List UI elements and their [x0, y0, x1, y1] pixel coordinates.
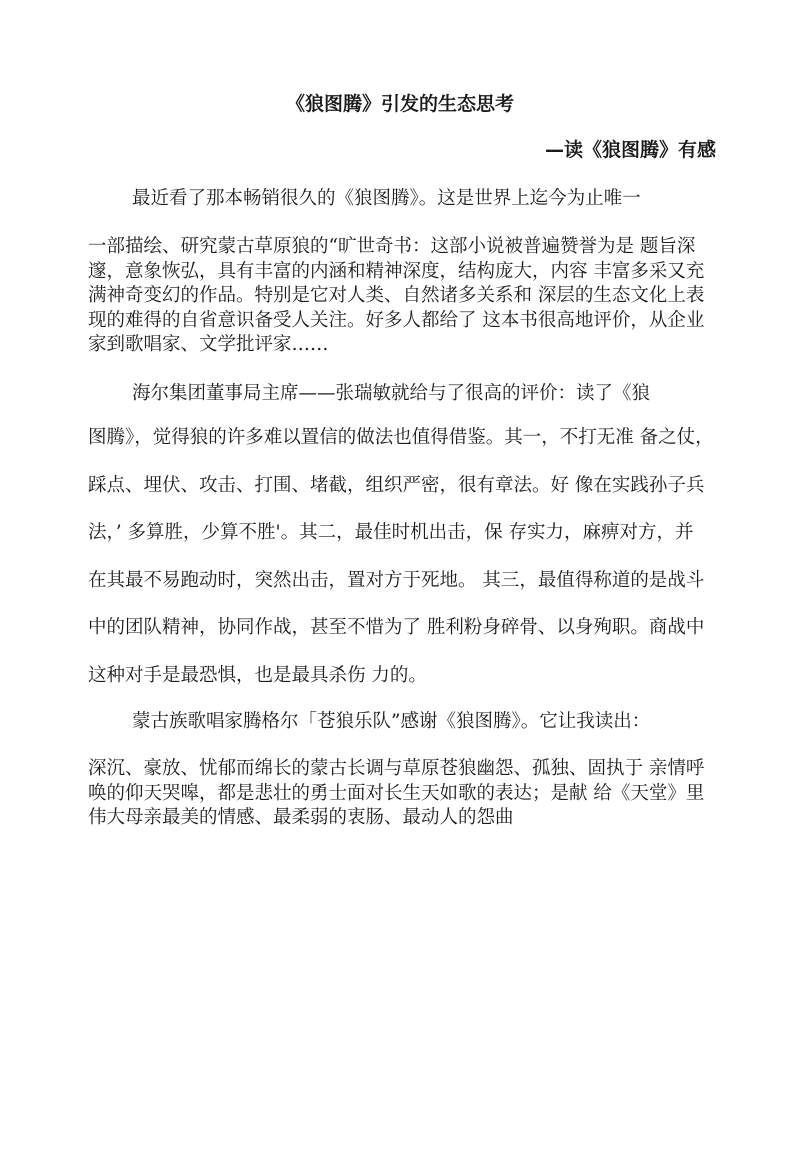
- text-line: 唤的仰天哭嗥，都是悲壮的勇士面对长生天如歌的表达；是献 给《天堂》里: [88, 782, 705, 804]
- paragraph-1-body: [88, 235, 718, 358]
- text-line: 伟大母亲最美的情感、最柔弱的衷肠、最动人的怨曲: [88, 807, 514, 828]
- text-line: 这种对手是最恐惧，也是最具杀伤 力的。: [88, 664, 427, 686]
- paragraph-1-first-line: [132, 187, 722, 212]
- paragraph-2-first-line: [132, 382, 722, 407]
- text-line: 现的难得的自省意识备受人关注。好多人都给了 这本书很高地评价，从企业: [88, 309, 705, 331]
- text-line: 海尔集团董事局主席——张瑞敏就给与了很高的评价：读了《狼: [132, 383, 651, 404]
- text-line: 一部描绘、研究蒙古草原狼的“旷世奇书：这部小说被普遍赞誉为是 题旨深: [88, 236, 696, 257]
- text-line: 踩点、埋伏、攻击、打围、堵截，组织严密，很有章法。好 像在实践孙子兵: [88, 474, 705, 496]
- text-line: 在其最不易跑动时，突然出击，置对方于死地。 其三，最值得称道的是战斗: [88, 569, 705, 591]
- document-subtitle: —读《狼图腾》有感: [544, 139, 716, 161]
- text-line: 法，’ 多算胜，少算不胜'。其二，最佳时机出击，保 存实力，麻痹对方，并: [88, 522, 694, 543]
- text-line: 最近看了那本畅销很久的《狼图腾》。这是世界上迄今为止唯一: [132, 188, 641, 209]
- paragraph-3-first-line: [132, 710, 722, 735]
- text-line: 满神奇变幻的作品。特别是它对人类、自然诸多关系和 深层的生态文化上表: [88, 285, 705, 306]
- text-line: 蒙古族歌唱家腾格尔「苍狼乐队”感谢《狼图腾》。它让我读出：: [132, 711, 651, 732]
- text-line: 图腾》，觉得狼的许多难以置信的做法也值得借鉴。其一，不打无准 备之仗，: [88, 427, 714, 448]
- document-title: 《狼图腾》引发的生态思考: [285, 93, 514, 115]
- paragraph-2-body: [88, 414, 718, 699]
- text-line: 邃，意象恢弘，具有丰富的内涵和精神深度，结构庞大，内容 丰富多采又充: [88, 260, 705, 282]
- text-line: 深沉、豪放、忧郁而绵长的蒙古长调与草原苍狼幽怨、孤独、固执于 亲情呼: [88, 758, 705, 779]
- text-line: 家到歌唱家、文学批评家……: [88, 334, 329, 355]
- text-line: 中的团队精神，协同作战，甚至不惜为了 胜利粉身碎骨、以身殉职。商战中: [88, 617, 705, 638]
- paragraph-3-body: [88, 757, 718, 831]
